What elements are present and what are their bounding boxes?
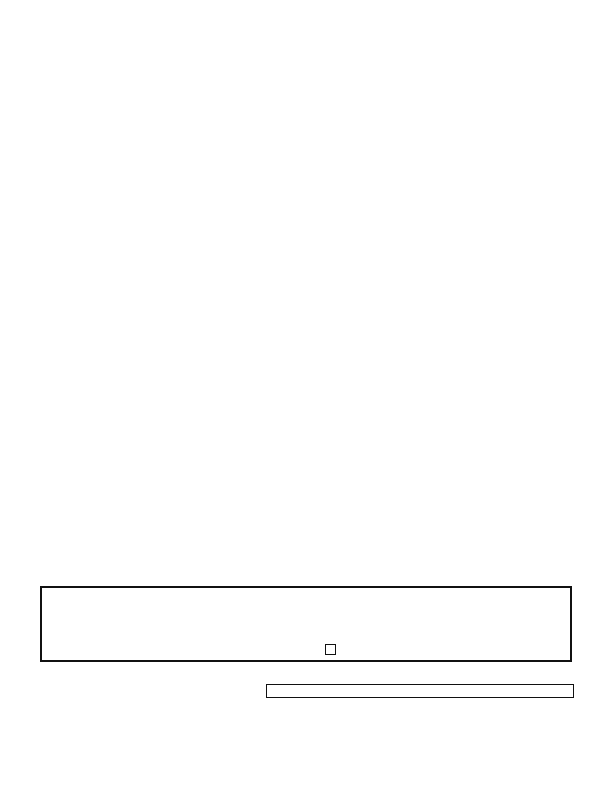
- attestation-box: [40, 586, 572, 662]
- attestation-checkbox[interactable]: [325, 644, 336, 655]
- guardian-name-field[interactable]: [266, 684, 574, 698]
